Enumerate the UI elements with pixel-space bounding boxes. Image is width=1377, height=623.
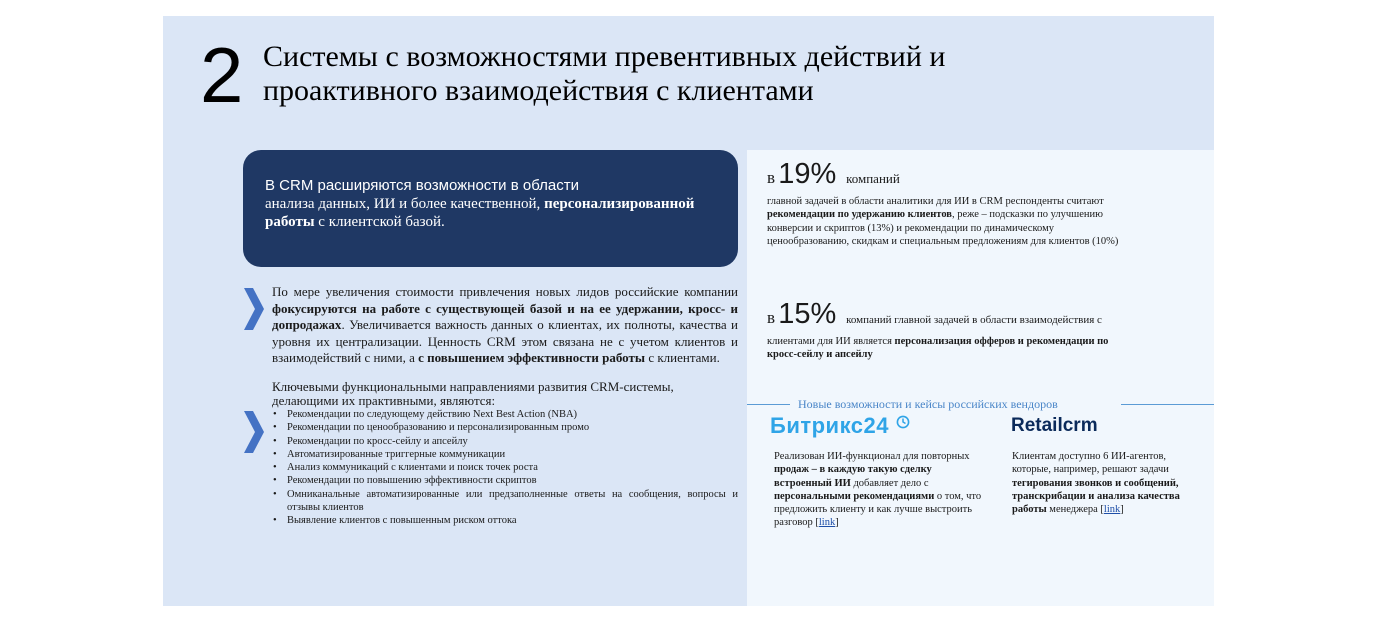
directions-list: [272, 408, 738, 528]
bitrix-text-2: добавляет дело с: [853, 477, 929, 489]
paragraph1-bold-2: с повышением эффективности работы: [418, 350, 646, 365]
retailcrm-case-text: Клиентам доступно 6 ИИ-агентов, которые, например, решают задачи тегирования звонков и сообщений, транскрибации и анализа качества работы менеджера [link]: [1012, 451, 1180, 516]
chevron-right-icon: [244, 411, 264, 453]
slide-title: Системы с возможностями превентивных действий и проактивного взаимодействия с клиентами: [263, 40, 946, 107]
stat1-desc-2: , реже – подсказки по улучшению конверсии и скриптов (13%) и рекомендации по динамическому ценообразованию, скидкам и специальным предложениям для клиентов (10%): [767, 209, 1119, 247]
bitrix24-case-text: Реализован ИИ-функционал для повторных продаж – в каждую такую сделку встроенный ИИ добавляет дело с персональными рекомендациями о том, что предложить клиенту и как лучше выстроить разговор [link]: [774, 451, 982, 529]
stat1-value: 19%: [778, 158, 837, 190]
callout-box: [243, 150, 738, 267]
retail-text-1: Клиентам доступно 6 ИИ-агентов, которые, например, решают задачи: [1012, 451, 1169, 476]
callout-text-2: анализа данных, ИИ и более качественной,: [265, 196, 541, 212]
bitrix-bold-2: персональными рекомендациями: [774, 490, 935, 502]
list-item: • Анализ коммуникаций с клиентами и поиск точек роста: [272, 461, 738, 474]
stat1-prefix: в: [767, 168, 776, 187]
list-item: • Рекомендации по следующему действию Next Best Action (NBA): [272, 408, 738, 421]
section-number: 2: [200, 31, 244, 119]
callout-text-3: с клиентской базой.: [318, 214, 445, 230]
list-item: • Рекомендации по ценообразованию и персонализированным промо: [272, 421, 738, 434]
bitrix-text-3: о том, что предложить клиенту и как лучше выстроить разговор: [774, 490, 982, 529]
stat-19-description: [767, 195, 1127, 248]
list-item: • Автоматизированные триггерные коммуникации: [272, 448, 738, 461]
chevron-right-icon: [244, 288, 264, 330]
retail-case-link[interactable]: link: [1103, 504, 1121, 516]
paragraph1-text-3: с клиентами.: [648, 350, 720, 365]
bitrix-bold-1: продаж – в каждую такую сделку встроенный ИИ: [774, 464, 932, 489]
callout-bold: персонализированной работы: [265, 196, 695, 230]
stat-15-headline: [767, 298, 1102, 331]
bitrix-text-1: Реализован ИИ-функционал для повторных: [774, 451, 970, 462]
list-item: • Выявление клиентов с повышенным риском оттока: [272, 514, 738, 527]
list-item: • Рекомендации по кросс-сейлу и апсейлу: [272, 435, 738, 448]
stat1-label: компаний: [846, 171, 900, 186]
stat2-value: 15%: [778, 298, 837, 330]
divider-right: [1121, 404, 1214, 405]
paragraph1-bold-1: фокусируются на работе с существующей базой и на ее удержании, кросс- и допродажах: [272, 300, 738, 332]
retail-text-2: менеджера: [1049, 504, 1098, 516]
clock-icon: [896, 415, 910, 429]
stat2-desc-1: клиентами для ИИ является: [767, 336, 892, 347]
stat-19-headline: [767, 158, 900, 191]
stat-15-description: [767, 335, 1137, 362]
stat2-bold: персонализация офферов и рекомендации по кросс-сейлу и апсейлу: [767, 336, 1109, 361]
list-item: • Омниканальные автоматизированные или предзаполненные ответы на сообщения, вопросы и отзывы клиентов: [272, 488, 738, 515]
paragraph1-text-1: По мере увеличения стоимости привлечения новых лидов российские компании: [272, 284, 738, 299]
vendors-title: Новые возможности и кейсы российских вендоров: [798, 397, 1058, 411]
bitrix24-logo: [770, 413, 910, 439]
retail-bold-1: тегирования звонков и сообщений, транскрибации и анализа качества работы: [1012, 477, 1180, 516]
stat2-prefix: в: [767, 308, 776, 327]
list-item: • Рекомендации по повышению эффективности скриптов: [272, 474, 738, 487]
stat2-label: компаний главной задачей в области взаимодействия с: [846, 314, 1102, 326]
stat1-desc-1: главной задачей в области аналитики для ИИ в CRM респонденты считают: [767, 196, 1104, 207]
bitrix24-logo-text: Битрикс24: [770, 413, 890, 438]
divider-left: [747, 404, 790, 405]
paragraph1-text-2: . Увеличивается важность данных о клиентах, их полноты, качества и уровня их централизации. Ценность CRM этом связана не с учетом клиентов и взаимодействий с ними, а: [272, 317, 738, 365]
paragraph-focus: [272, 284, 738, 367]
stat1-bold: рекомендации по удержанию клиентов: [767, 209, 952, 221]
retailcrm-logo: Retailcrm: [1011, 415, 1098, 436]
paragraph-directions-intro: Ключевыми функциональными направлениями развития CRM-системы, делающими их практивными, являются:: [272, 379, 674, 408]
callout-text-1: В CRM расширяются возможности в области: [265, 177, 579, 194]
bitrix-case-link[interactable]: link: [818, 517, 836, 529]
